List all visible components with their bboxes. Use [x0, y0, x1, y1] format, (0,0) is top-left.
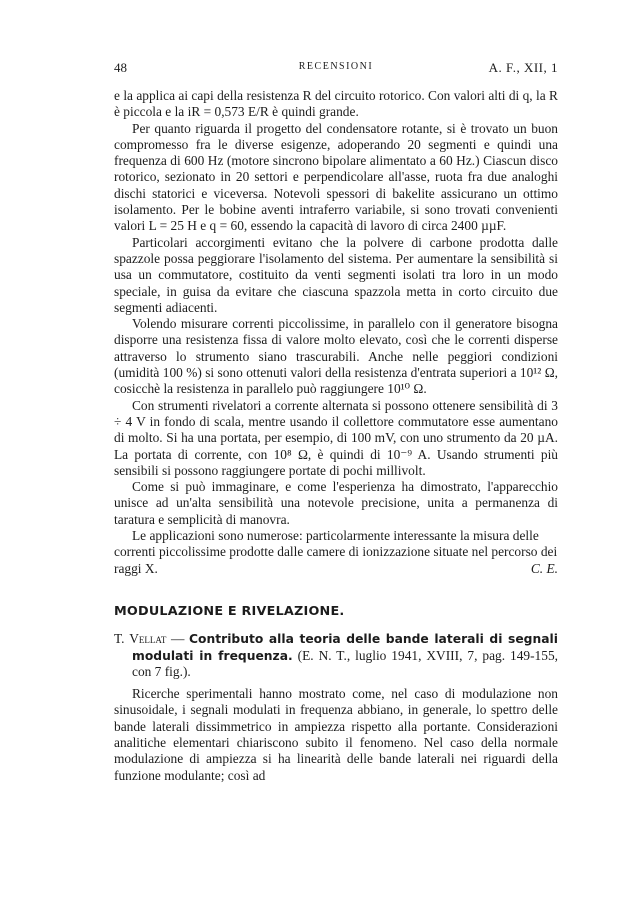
paragraph: Come si può immaginare, e come l'esperienza ha dimostrato, l'apparecchio unisce ad un'alta sensibilità una notevole precisione, unita a permanenza di taratura e semplicità di manovra.: [114, 479, 558, 527]
paragraph-with-signature: [114, 528, 558, 577]
section-heading: RECENSIONI: [298, 61, 374, 72]
article-citation: (E. N. T., luglio 1941, XVIII, 7, pag. 149-155, con 7 fig.).: [132, 647, 558, 679]
abstract-paragraph: Ricerche sperimentali hanno mostrato come, nel caso di modulazione non sinusoidale, i segnali modulati in frequenza abbiano, in generale, lo spettro delle bande laterali dissimmetrico in ampiezza rispetto alla portante. Considerazioni analitiche elementari chiariscono subito il fenomeno. Nel caso della normale modulazione di ampiezza si ha linearità delle bande laterali nei riguardi della funzione modulante; così ad: [114, 686, 558, 783]
paragraph: Volendo misurare correnti piccolissime, in parallelo con il generatore bisogna disporre una resistenza fissa di valore molto elevato, così che le correnti disperse attraverso lo strumento siano trascurabili. Anche nelle peggiori condizioni (umidità 100 %) si sono ottenuti valori della resistenza d'entrata superiori a 10¹² Ω, cosicchè la resistenza in parallelo può raggiungere 10¹⁰ Ω.: [114, 316, 558, 397]
author-surname: Vellat: [129, 631, 167, 647]
article-title: Contributo alla teoria delle bande laterali di segnali modulati in frequenza.: [132, 632, 558, 663]
author-initial: T.: [114, 631, 125, 647]
paragraph-text: Le applicazioni sono numerose: particolarmente interessante la misura delle correnti piccolissime prodotte dalle camere di ionizzazione situate nel percorso dei raggi X.: [114, 528, 558, 576]
entry-dash: —: [171, 631, 185, 647]
bibliographic-entry: [114, 631, 558, 680]
section-title: MODULAZIONE E RIVELAZIONE.: [114, 603, 345, 619]
reviewer-signature: C. E.: [530, 560, 558, 576]
page-number: 48: [114, 60, 127, 75]
body-text: [114, 88, 558, 784]
paragraph: Per quanto riguarda il progetto del condensatore rotante, si è trovato un buon compromesso fra le diverse esigenze, adoperando 20 segmenti e quindi una frequenza di 600 Hz (motore sincrono bipolare alimentato a 60 Hz.) Ciascun disco rotorico, sezionato in 20 settori e perpendicolare all'asse, ruota fra due analoghi dischi statorici e viceversa. Notevoli spessori di bakelite assicurano un ottimo isolamento. Per le bobine aventi intraferro variabile, si sono trovati convenienti valori L = 25 H e q = 60, essendo la capacità di lavoro di circa 2400 µµF.: [114, 120, 558, 234]
paragraph: Con strumenti rivelatori a corrente alternata si possono ottenere sensibilità di 3 ÷ 4 V in fondo di scala, mentre usando il collettore commutatore esse aumentano di molto. Si ha una portata, per esempio, di 100 mV, con uno strumento da 20 µA. La portata di corrente, con 10⁸ Ω, è quindi di 10⁻⁹ A. Usando strumenti più sensibili si possono raggiungere portate di pochi millivolt.: [114, 397, 558, 478]
paragraph: e la applica ai capi della resistenza R del circuito rotorico. Con valori alti di q, la R è piccola e la iR = 0,573 E/R è quindi grande.: [114, 88, 558, 120]
journal-reference: A. F., XII, 1: [488, 60, 558, 75]
paragraph: Particolari accorgimenti evitano che la polvere di carbone prodotta dalle spazzole possa peggiorare l'isolamento del sistema. Per aumentare la sensibilità si usa un commutatore, costituito da venti segmenti isolati tra loro in un modo speciale, in guisa da evitare che ciascuna spazzola metta in corto circuito due segmenti adiacenti.: [114, 234, 558, 315]
running-header: [114, 60, 558, 80]
